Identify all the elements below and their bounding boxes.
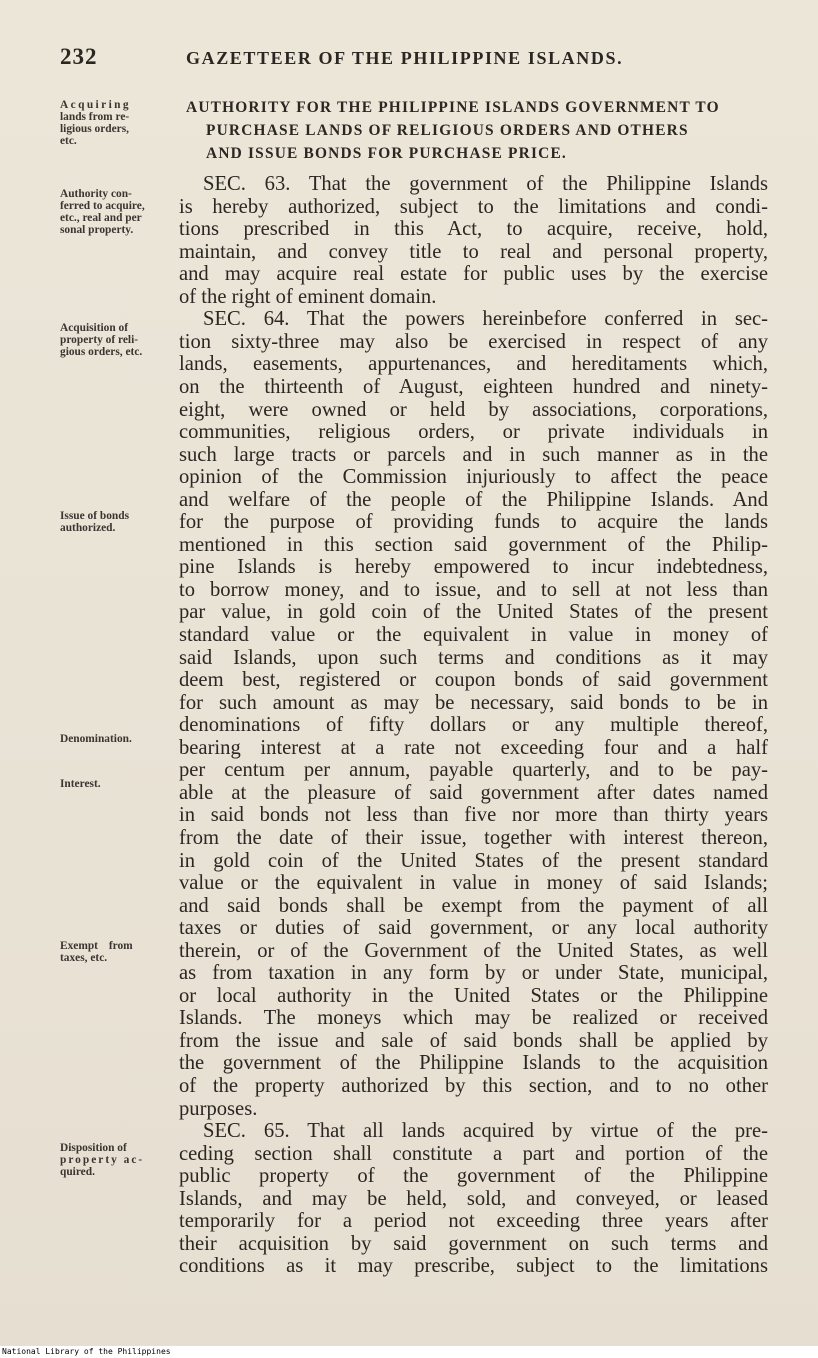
body-line: to borrow money, and to issue, and to sell at not less than [179,578,768,601]
margin-note [60,778,185,790]
body-line: temporarily for a period not exceeding three years after [179,1210,768,1233]
body-line: mentioned in this section said government of the Philip- [179,533,768,556]
body-line: bearing interest at a rate not exceeding four and a half [179,736,768,759]
body-line: in said bonds not less than five nor more than thirty years [179,804,768,827]
body-line: eight, were owned or held by associations, corporations, [179,398,768,421]
body-line: value or the equivalent in value in money of said Islands; [179,872,768,895]
margin-note-line: ligious orders, [60,123,129,135]
body-line: denominations of fifty dollars or any multiple thereof, [179,714,768,737]
margin-note [60,188,185,236]
body-line: and welfare of the people of the Philippine Islands. And [179,488,768,511]
body-line: communities, religious orders, or private individuals in [179,421,768,444]
margin-note [60,733,185,745]
body-line: or local authority in the United States or the Philippine [179,984,768,1007]
body-line: opinion of the Commission injuriously to affect the peace [179,466,768,489]
margin-note-line: sonal property. [60,224,134,236]
body-line: Islands. The moneys which may be realized or received [179,1007,768,1030]
body-line: the government of the Philippine Islands to the acquisition [179,1052,768,1075]
body-line: of the right of eminent domain. [179,285,437,308]
margin-note-line: taxes, etc. [60,952,108,964]
body-line: lands, easements, appurtenances, and hereditaments which, [179,353,768,376]
body-line: from the issue and sale of said bonds shall be applied by [179,1029,768,1052]
page-header [60,44,778,76]
page-number: 232 [60,44,98,69]
body-line: ceding section shall constitute a part and portion of the [179,1142,768,1165]
margin-note [60,510,185,534]
body-line: said Islands, upon such terms and conditions as it may [179,646,768,669]
body-line: is hereby authorized, subject to the limitations and condi- [179,195,768,218]
margin-note-line: lands from re- [60,111,130,123]
body-line: for such amount as may be necessary, said bonds to be in [179,691,768,714]
body-line: SEC. 64. That the powers hereinbefore conferred in sec- [203,308,768,331]
body-line: taxes or duties of said government, or any local authority [179,917,768,940]
library-credit: National Library of the Philippines [0,1346,818,1358]
body-line: conditions as it may prescribe, subject to the limitations [179,1255,768,1278]
body-line: for the purpose of providing funds to acquire the lands [179,511,768,534]
margin-note-line: property of reli- [60,334,139,346]
body-line: and may acquire real estate for public uses by the exercise [179,263,768,286]
body-line: tions prescribed in this Act, to acquire, receive, hold, [179,218,768,241]
body-line: on the thirteenth of August, eighteen hundred and ninety- [179,375,768,398]
body-line: and said bonds shall be exempt from the payment of all [179,894,768,917]
body-line: standard value or the equivalent in value in money of [179,624,768,646]
heading-line: AND ISSUE BONDS FOR PURCHASE PRICE. [206,145,567,162]
section-heading [186,96,770,165]
margin-note-line: Disposition of [60,1142,127,1154]
body-line: tion sixty-three may also be exercised in respect of any [179,330,768,353]
margin-note-line: Acquisition of [60,322,129,334]
margin-note-line: quired. [60,1166,95,1178]
margin-note [60,322,185,358]
body-line: such large tracts or parcels and in such manner as in the [179,443,768,466]
margin-note-line: Issue of bonds [60,510,130,522]
body-line: per centum per annum, payable quarterly, and to be pay- [179,759,768,782]
body-line: deem best, registered or coupon bonds of said government [179,669,768,692]
heading-line: AUTHORITY FOR THE PHILIPPINE ISLANDS GOVERNMENT TO [186,99,720,116]
margin-note-line: property ac- [60,1154,145,1166]
body-line: Islands, and may be held, sold, and conveyed, or leased [179,1187,768,1210]
body-line: as from taxation in any form by or under State, municipal, [179,962,768,985]
margin-note-line: Authority con- [60,188,132,200]
heading-line: PURCHASE LANDS OF RELIGIOUS ORDERS AND OTHERS [206,122,689,139]
body-line: in gold coin of the United States of the present standard [179,849,768,872]
body-line: pine Islands is hereby empowered to incur indebtedness, [179,556,768,579]
margin-note-line: gious orders, etc. [60,346,143,358]
margin-note-line: Exempt from [60,940,133,952]
body-line: maintain, and convey title to real and personal property, [179,240,768,263]
margin-note-line: etc. [60,135,77,147]
margin-note-line: authorized. [60,522,116,534]
body-line: able at the pleasure of said government after dates named [179,781,768,804]
margin-note [60,1142,185,1178]
margin-note [60,99,185,147]
margin-note-line: Denomination. [60,733,132,745]
body-line: their acquisition by said government on such terms and [179,1232,768,1255]
margin-note-line: Interest. [60,778,101,790]
margin-note [60,940,185,964]
body-line: SEC. 63. That the government of the Philippine Islands [203,173,768,195]
body-line: par value, in gold coin of the United States of the present [179,601,768,624]
body-line: of the property authorized by this section, and to no other [179,1075,768,1097]
margin-note-line: Acquiring [60,99,131,111]
body-line: from the date of their issue, together with interest thereon, [179,826,768,849]
body-line: purposes. [179,1097,258,1120]
running-title: GAZETTEER OF THE PHILIPPINE ISLANDS. [186,48,624,68]
margin-note-line: etc., real and per [60,212,142,224]
margin-note-line: ferred to acquire, [60,200,145,212]
body-line: therein, or of the Government of the United States, as well [179,939,768,962]
body-line: public property of the government of the Philippine [179,1165,768,1188]
body-line: SEC. 65. That all lands acquired by virtue of the pre- [203,1120,768,1143]
